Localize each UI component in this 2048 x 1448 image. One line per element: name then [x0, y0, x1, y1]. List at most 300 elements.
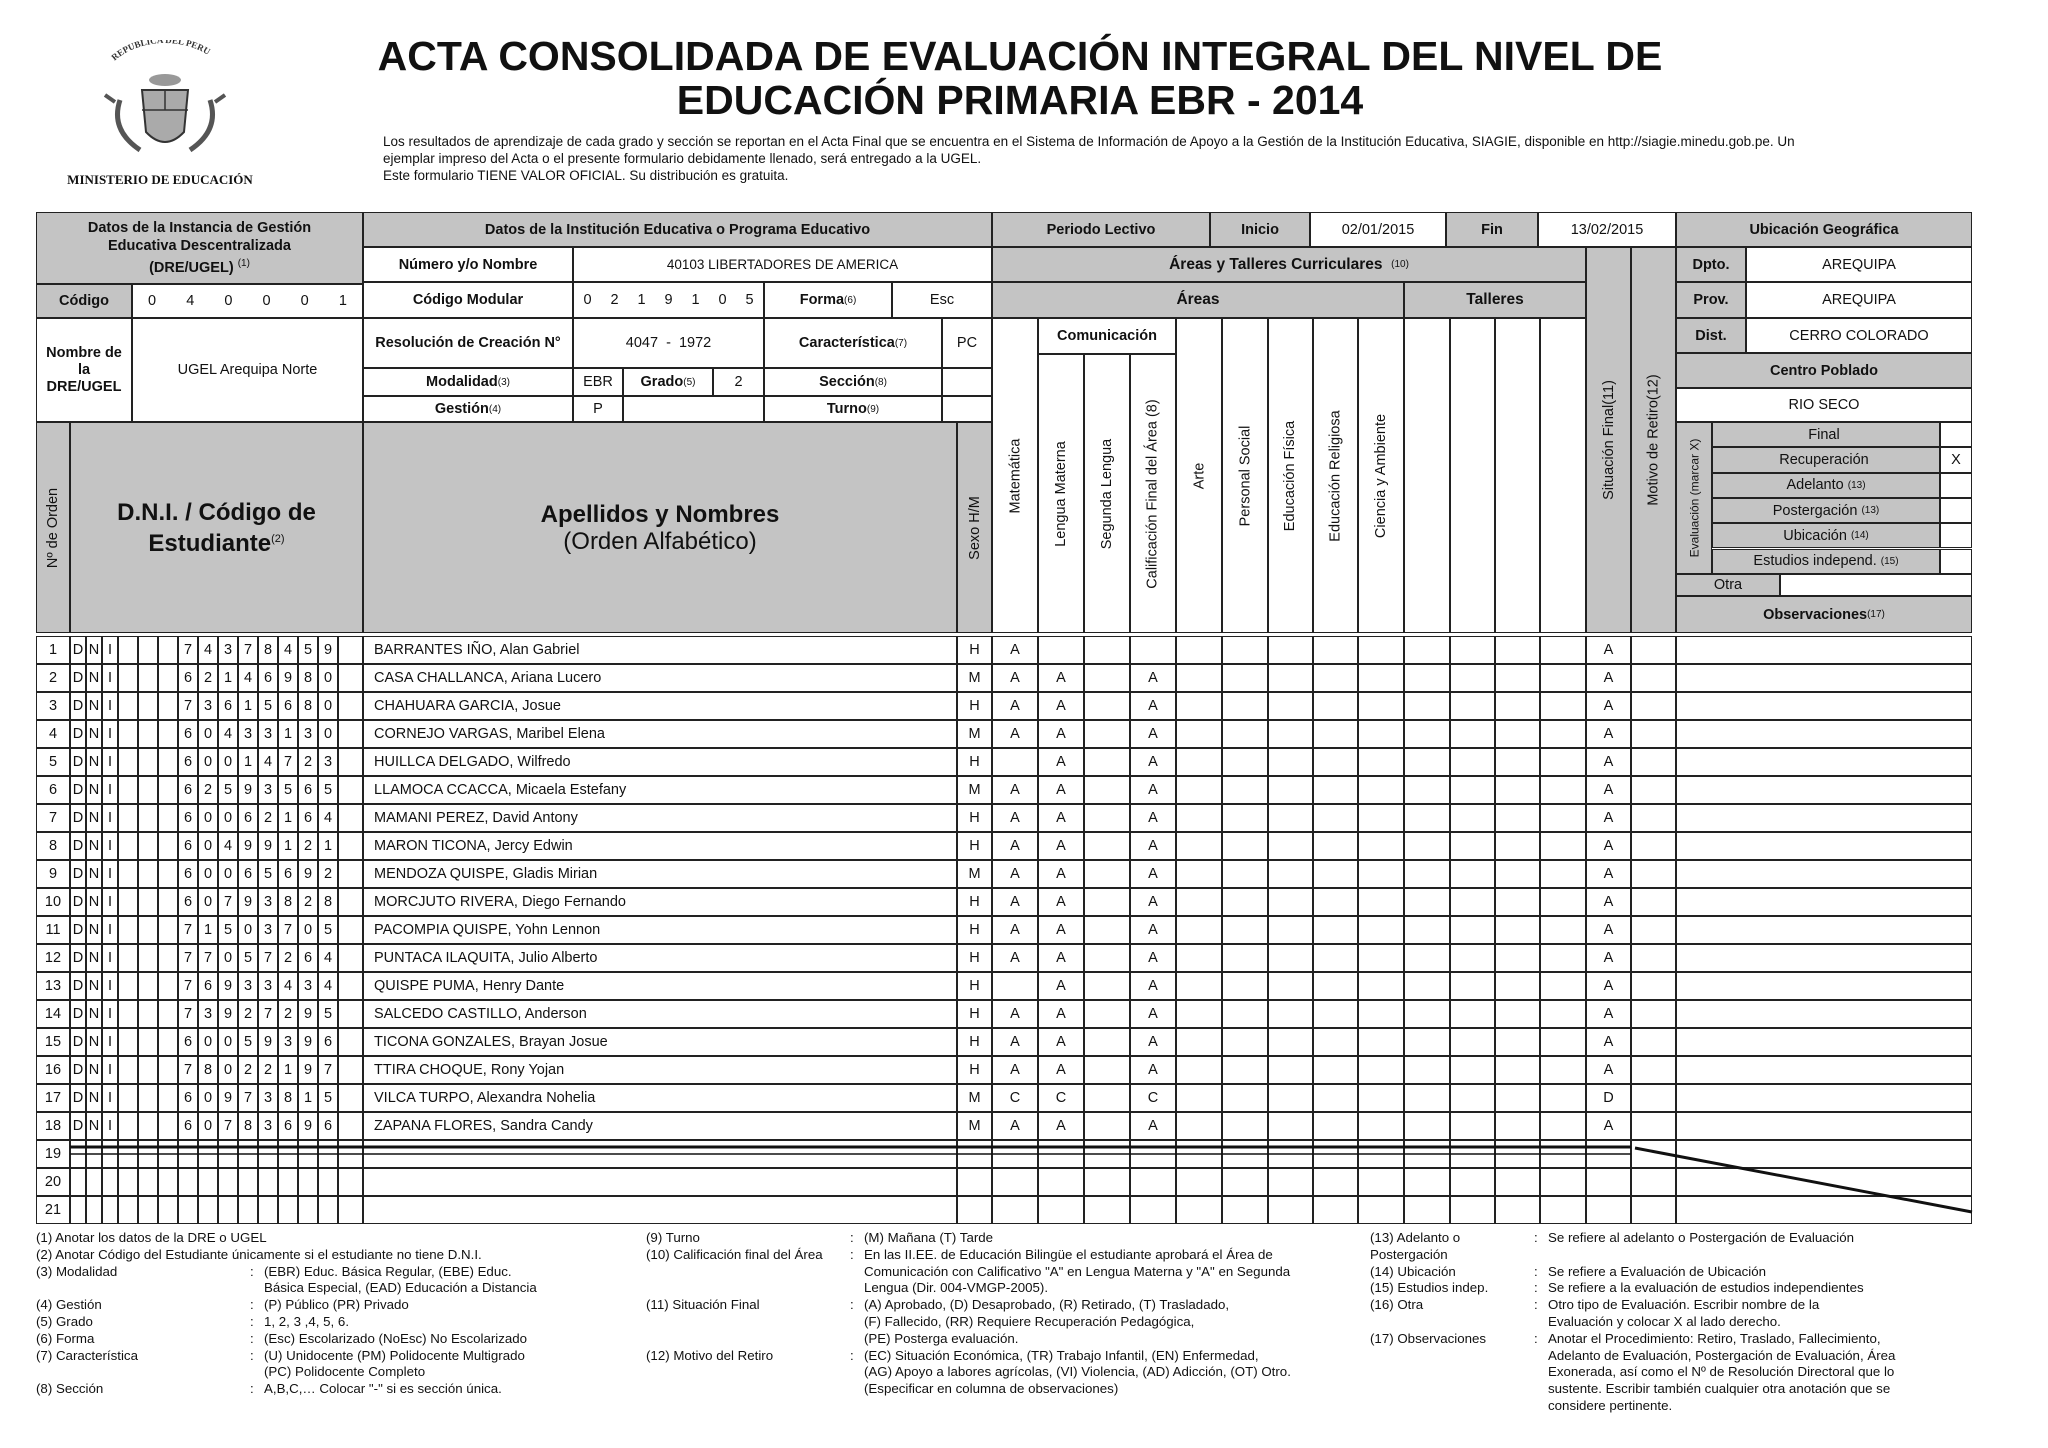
- situacion-final-cell[interactable]: A: [1586, 1112, 1631, 1140]
- dni-digit-cell[interactable]: I: [102, 860, 118, 888]
- dni-digit-cell[interactable]: 2: [238, 1000, 258, 1028]
- dni-digit-cell[interactable]: 1: [278, 832, 298, 860]
- dni-digit-cell[interactable]: 8: [238, 1112, 258, 1140]
- grade-cell[interactable]: A: [992, 636, 1038, 664]
- dni-digit-cell[interactable]: 6: [178, 804, 198, 832]
- dni-digit-cell[interactable]: 6: [238, 804, 258, 832]
- dpto-value[interactable]: AREQUIPA: [1746, 247, 1972, 282]
- dni-digit-cell[interactable]: 1: [278, 720, 298, 748]
- dni-digit-cell[interactable]: 6: [278, 1112, 298, 1140]
- dni-digit-cell[interactable]: N: [86, 1084, 102, 1112]
- dni-digit-cell[interactable]: 7: [178, 692, 198, 720]
- grade-cell[interactable]: A: [1130, 1112, 1176, 1140]
- dni-digit-cell[interactable]: D: [70, 972, 86, 1000]
- dni-digit-cell[interactable]: 3: [238, 972, 258, 1000]
- grade-cell[interactable]: A: [1130, 860, 1176, 888]
- grade-cell[interactable]: A: [1130, 776, 1176, 804]
- dni-digit-cell[interactable]: 8: [278, 888, 298, 916]
- dni-digit-cell[interactable]: 9: [318, 636, 338, 664]
- dni-digit-cell[interactable]: 7: [178, 1056, 198, 1084]
- dni-digit-cell[interactable]: 6: [238, 860, 258, 888]
- dni-digit-cell[interactable]: 8: [298, 692, 318, 720]
- dni-digit-cell[interactable]: N: [86, 776, 102, 804]
- situacion-final-cell[interactable]: A: [1586, 972, 1631, 1000]
- dni-digit-cell[interactable]: D: [70, 888, 86, 916]
- student-name[interactable]: MAMANI PEREZ, David Antony: [363, 804, 957, 832]
- dni-digit-cell[interactable]: 6: [178, 664, 198, 692]
- dni-digit-cell[interactable]: N: [86, 692, 102, 720]
- grade-cell[interactable]: A: [992, 804, 1038, 832]
- dni-digit-cell[interactable]: 3: [258, 888, 278, 916]
- dni-digit-cell[interactable]: 3: [298, 972, 318, 1000]
- student-name[interactable]: MORCJUTO RIVERA, Diego Fernando: [363, 888, 957, 916]
- dni-digit-cell[interactable]: 5: [318, 916, 338, 944]
- dni-digit-cell[interactable]: I: [102, 888, 118, 916]
- dni-digit-cell[interactable]: I: [102, 1056, 118, 1084]
- dni-digit-cell[interactable]: N: [86, 1056, 102, 1084]
- student-name[interactable]: CORNEJO VARGAS, Maribel Elena: [363, 720, 957, 748]
- dni-digit-cell[interactable]: 6: [178, 888, 198, 916]
- dni-digit-cell[interactable]: N: [86, 832, 102, 860]
- dni-digit-cell[interactable]: 0: [198, 748, 218, 776]
- dni-digit-cell[interactable]: 0: [198, 1028, 218, 1056]
- dni-digit-cell[interactable]: 1: [238, 692, 258, 720]
- dni-digit-cell[interactable]: 7: [218, 1112, 238, 1140]
- sexo-cell[interactable]: M: [957, 720, 992, 748]
- dni-digit-cell[interactable]: 9: [298, 1056, 318, 1084]
- situacion-final-cell[interactable]: A: [1586, 1000, 1631, 1028]
- situacion-final-cell[interactable]: A: [1586, 888, 1631, 916]
- grade-cell[interactable]: C: [1038, 1084, 1084, 1112]
- dni-digit-cell[interactable]: 0: [318, 692, 338, 720]
- grade-cell[interactable]: A: [1038, 776, 1084, 804]
- sexo-cell[interactable]: M: [957, 860, 992, 888]
- dni-digit-cell[interactable]: 0: [238, 916, 258, 944]
- dni-digit-cell[interactable]: 7: [258, 1000, 278, 1028]
- dni-digit-cell[interactable]: I: [102, 944, 118, 972]
- grade-cell[interactable]: A: [1038, 664, 1084, 692]
- forma-value[interactable]: Esc: [892, 282, 992, 318]
- dni-digit-cell[interactable]: 9: [218, 972, 238, 1000]
- sexo-cell[interactable]: H: [957, 1056, 992, 1084]
- dni-digit-cell[interactable]: 9: [218, 1000, 238, 1028]
- dni-digit-cell[interactable]: D: [70, 916, 86, 944]
- dni-digit-cell[interactable]: 9: [278, 664, 298, 692]
- dni-digit-cell[interactable]: I: [102, 1028, 118, 1056]
- dni-digit-cell[interactable]: 9: [258, 1028, 278, 1056]
- dni-digit-cell[interactable]: 8: [258, 636, 278, 664]
- dni-digit-cell[interactable]: 6: [178, 832, 198, 860]
- grade-cell[interactable]: A: [992, 944, 1038, 972]
- student-name[interactable]: PUNTACA ILAQUITA, Julio Alberto: [363, 944, 957, 972]
- dni-digit-cell[interactable]: 5: [238, 1028, 258, 1056]
- dni-digit-cell[interactable]: N: [86, 972, 102, 1000]
- dni-digit-cell[interactable]: 6: [318, 1028, 338, 1056]
- dni-digit-cell[interactable]: I: [102, 1112, 118, 1140]
- dni-digit-cell[interactable]: 3: [198, 1000, 218, 1028]
- dni-digit-cell[interactable]: 0: [318, 720, 338, 748]
- dni-digit-cell[interactable]: 1: [318, 832, 338, 860]
- student-name[interactable]: PACOMPIA QUISPE, Yohn Lennon: [363, 916, 957, 944]
- dni-digit-cell[interactable]: 2: [258, 804, 278, 832]
- dni-digit-cell[interactable]: D: [70, 860, 86, 888]
- dni-digit-cell[interactable]: 4: [318, 944, 338, 972]
- dni-digit-cell[interactable]: D: [70, 1084, 86, 1112]
- dni-digit-cell[interactable]: 3: [298, 720, 318, 748]
- sexo-cell[interactable]: M: [957, 1084, 992, 1112]
- grade-cell[interactable]: A: [1130, 804, 1176, 832]
- centro-poblado-value[interactable]: RIO SECO: [1676, 388, 1972, 422]
- dni-digit-cell[interactable]: 6: [178, 720, 198, 748]
- dni-digit-cell[interactable]: 1: [278, 804, 298, 832]
- situacion-final-cell[interactable]: A: [1586, 804, 1631, 832]
- dni-digit-cell[interactable]: 0: [218, 860, 238, 888]
- dni-digit-cell[interactable]: 5: [258, 692, 278, 720]
- numero-value[interactable]: 40103 LIBERTADORES DE AMERICA: [573, 247, 992, 282]
- situacion-final-cell[interactable]: A: [1586, 748, 1631, 776]
- grade-cell[interactable]: A: [1038, 720, 1084, 748]
- dni-digit-cell[interactable]: D: [70, 636, 86, 664]
- dni-digit-cell[interactable]: 5: [298, 636, 318, 664]
- grade-cell[interactable]: A: [992, 1112, 1038, 1140]
- dni-digit-cell[interactable]: 4: [238, 664, 258, 692]
- grade-cell[interactable]: A: [1130, 748, 1176, 776]
- dni-digit-cell[interactable]: 9: [298, 1112, 318, 1140]
- dni-digit-cell[interactable]: I: [102, 776, 118, 804]
- caracteristica-value[interactable]: PC: [942, 318, 992, 368]
- modalidad-value[interactable]: EBR: [573, 368, 623, 396]
- dni-digit-cell[interactable]: 2: [278, 944, 298, 972]
- dni-digit-cell[interactable]: 5: [258, 860, 278, 888]
- dni-digit-cell[interactable]: 0: [198, 1112, 218, 1140]
- dni-digit-cell[interactable]: I: [102, 636, 118, 664]
- dni-digit-cell[interactable]: D: [70, 832, 86, 860]
- dni-digit-cell[interactable]: 0: [298, 916, 318, 944]
- dni-digit-cell[interactable]: 0: [198, 1084, 218, 1112]
- dni-digit-cell[interactable]: 6: [298, 944, 318, 972]
- inicio-value[interactable]: 02/01/2015: [1310, 212, 1446, 247]
- dni-digit-cell[interactable]: 4: [258, 748, 278, 776]
- student-name[interactable]: HUILLCA DELGADO, Wilfredo: [363, 748, 957, 776]
- dni-digit-cell[interactable]: N: [86, 860, 102, 888]
- dni-digit-cell[interactable]: I: [102, 916, 118, 944]
- grade-cell[interactable]: A: [1038, 944, 1084, 972]
- dni-digit-cell[interactable]: 7: [178, 636, 198, 664]
- dni-digit-cell[interactable]: I: [102, 832, 118, 860]
- dni-digit-cell[interactable]: I: [102, 1000, 118, 1028]
- dni-digit-cell[interactable]: 3: [198, 692, 218, 720]
- sexo-cell[interactable]: H: [957, 804, 992, 832]
- dni-digit-cell[interactable]: 3: [238, 720, 258, 748]
- dni-digit-cell[interactable]: N: [86, 1112, 102, 1140]
- dni-digit-cell[interactable]: 6: [278, 860, 298, 888]
- dni-digit-cell[interactable]: 9: [298, 1000, 318, 1028]
- dni-digit-cell[interactable]: 9: [298, 1028, 318, 1056]
- dni-digit-cell[interactable]: 0: [198, 888, 218, 916]
- situacion-final-cell[interactable]: D: [1586, 1084, 1631, 1112]
- sexo-cell[interactable]: H: [957, 636, 992, 664]
- dni-digit-cell[interactable]: 2: [198, 776, 218, 804]
- dni-digit-cell[interactable]: 0: [218, 944, 238, 972]
- dni-digit-cell[interactable]: 6: [178, 748, 198, 776]
- dni-digit-cell[interactable]: 6: [178, 1084, 198, 1112]
- dni-digit-cell[interactable]: 0: [218, 748, 238, 776]
- dni-digit-cell[interactable]: 2: [238, 1056, 258, 1084]
- dni-digit-cell[interactable]: 5: [218, 776, 238, 804]
- codmod-field[interactable]: 0 2 1 9 1 0 5: [573, 282, 764, 318]
- dni-digit-cell[interactable]: N: [86, 1000, 102, 1028]
- student-name[interactable]: VILCA TURPO, Alexandra Nohelia: [363, 1084, 957, 1112]
- dni-digit-cell[interactable]: I: [102, 748, 118, 776]
- dni-digit-cell[interactable]: 6: [218, 692, 238, 720]
- codigo-field[interactable]: 0 4 0 0 0 1: [132, 284, 363, 318]
- grade-cell[interactable]: A: [1038, 1056, 1084, 1084]
- sexo-cell[interactable]: M: [957, 1112, 992, 1140]
- dni-digit-cell[interactable]: 2: [278, 1000, 298, 1028]
- grade-cell[interactable]: A: [992, 664, 1038, 692]
- dni-digit-cell[interactable]: D: [70, 1112, 86, 1140]
- dni-digit-cell[interactable]: I: [102, 972, 118, 1000]
- sexo-cell[interactable]: H: [957, 832, 992, 860]
- dni-digit-cell[interactable]: 6: [178, 1028, 198, 1056]
- dni-digit-cell[interactable]: I: [102, 1084, 118, 1112]
- dni-digit-cell[interactable]: 3: [258, 720, 278, 748]
- dni-digit-cell[interactable]: 7: [178, 972, 198, 1000]
- dni-digit-cell[interactable]: I: [102, 720, 118, 748]
- dni-digit-cell[interactable]: N: [86, 636, 102, 664]
- dni-digit-cell[interactable]: D: [70, 1000, 86, 1028]
- dni-digit-cell[interactable]: 7: [318, 1056, 338, 1084]
- sexo-cell[interactable]: H: [957, 1000, 992, 1028]
- dni-digit-cell[interactable]: 2: [318, 860, 338, 888]
- dni-digit-cell[interactable]: 7: [218, 888, 238, 916]
- dni-digit-cell[interactable]: D: [70, 720, 86, 748]
- grade-cell[interactable]: A: [1130, 664, 1176, 692]
- dni-digit-cell[interactable]: 4: [318, 804, 338, 832]
- dni-digit-cell[interactable]: D: [70, 944, 86, 972]
- dist-value[interactable]: CERRO COLORADO: [1746, 318, 1972, 353]
- dni-digit-cell[interactable]: 3: [258, 776, 278, 804]
- resolucion-value[interactable]: 4047 - 1972: [573, 318, 764, 368]
- dni-digit-cell[interactable]: D: [70, 776, 86, 804]
- grade-cell[interactable]: A: [992, 1056, 1038, 1084]
- sexo-cell[interactable]: H: [957, 1028, 992, 1056]
- situacion-final-cell[interactable]: A: [1586, 916, 1631, 944]
- dni-digit-cell[interactable]: N: [86, 804, 102, 832]
- grade-cell[interactable]: A: [1130, 692, 1176, 720]
- situacion-final-cell[interactable]: A: [1586, 860, 1631, 888]
- grade-cell[interactable]: A: [992, 832, 1038, 860]
- sexo-cell[interactable]: H: [957, 888, 992, 916]
- dni-digit-cell[interactable]: 6: [178, 1112, 198, 1140]
- gestion-value[interactable]: P: [573, 396, 623, 422]
- dni-digit-cell[interactable]: 7: [178, 1000, 198, 1028]
- dni-digit-cell[interactable]: 9: [258, 832, 278, 860]
- dni-digit-cell[interactable]: N: [86, 748, 102, 776]
- dni-digit-cell[interactable]: D: [70, 664, 86, 692]
- dni-digit-cell[interactable]: 7: [238, 636, 258, 664]
- dni-digit-cell[interactable]: 1: [238, 748, 258, 776]
- grade-cell[interactable]: C: [992, 1084, 1038, 1112]
- dni-digit-cell[interactable]: N: [86, 664, 102, 692]
- dni-digit-cell[interactable]: 1: [218, 664, 238, 692]
- dni-digit-cell[interactable]: 0: [198, 832, 218, 860]
- student-name[interactable]: CASA CHALLANCA, Ariana Lucero: [363, 664, 957, 692]
- grade-cell[interactable]: A: [1130, 720, 1176, 748]
- dni-digit-cell[interactable]: 6: [178, 776, 198, 804]
- dni-digit-cell[interactable]: 9: [218, 1084, 238, 1112]
- situacion-final-cell[interactable]: A: [1586, 636, 1631, 664]
- dni-digit-cell[interactable]: 3: [258, 972, 278, 1000]
- grade-cell[interactable]: A: [1038, 888, 1084, 916]
- grade-cell[interactable]: A: [992, 692, 1038, 720]
- dni-digit-cell[interactable]: 0: [318, 664, 338, 692]
- dni-digit-cell[interactable]: 7: [178, 944, 198, 972]
- sexo-cell[interactable]: H: [957, 692, 992, 720]
- dni-digit-cell[interactable]: N: [86, 1028, 102, 1056]
- dni-digit-cell[interactable]: 5: [218, 916, 238, 944]
- dni-digit-cell[interactable]: 2: [298, 888, 318, 916]
- situacion-final-cell[interactable]: A: [1586, 776, 1631, 804]
- student-name[interactable]: TTIRA CHOQUE, Rony Yojan: [363, 1056, 957, 1084]
- dni-digit-cell[interactable]: 7: [178, 916, 198, 944]
- student-name[interactable]: QUISPE PUMA, Henry Dante: [363, 972, 957, 1000]
- dni-digit-cell[interactable]: D: [70, 692, 86, 720]
- situacion-final-cell[interactable]: A: [1586, 720, 1631, 748]
- student-name[interactable]: MENDOZA QUISPE, Gladis Mirian: [363, 860, 957, 888]
- situacion-final-cell[interactable]: A: [1586, 1056, 1631, 1084]
- grade-cell[interactable]: A: [1038, 1112, 1084, 1140]
- dni-digit-cell[interactable]: 8: [318, 888, 338, 916]
- grade-cell[interactable]: A: [1038, 1028, 1084, 1056]
- dni-digit-cell[interactable]: D: [70, 748, 86, 776]
- dni-digit-cell[interactable]: 2: [198, 664, 218, 692]
- dni-digit-cell[interactable]: 0: [218, 1028, 238, 1056]
- grade-cell[interactable]: A: [992, 888, 1038, 916]
- dni-digit-cell[interactable]: 2: [258, 1056, 278, 1084]
- dni-digit-cell[interactable]: 4: [318, 972, 338, 1000]
- grade-cell[interactable]: A: [1038, 1000, 1084, 1028]
- student-name[interactable]: LLAMOCA CCACCA, Micaela Estefany: [363, 776, 957, 804]
- dni-digit-cell[interactable]: I: [102, 804, 118, 832]
- grade-cell[interactable]: A: [1038, 832, 1084, 860]
- student-name[interactable]: MARON TICONA, Jercy Edwin: [363, 832, 957, 860]
- grade-cell[interactable]: A: [1130, 888, 1176, 916]
- sexo-cell[interactable]: M: [957, 664, 992, 692]
- dni-digit-cell[interactable]: N: [86, 720, 102, 748]
- dni-digit-cell[interactable]: N: [86, 944, 102, 972]
- dni-digit-cell[interactable]: D: [70, 1056, 86, 1084]
- dni-digit-cell[interactable]: 4: [218, 720, 238, 748]
- grado-value[interactable]: 2: [713, 368, 764, 396]
- grade-cell[interactable]: A: [1130, 916, 1176, 944]
- fin-value[interactable]: 13/02/2015: [1538, 212, 1676, 247]
- dni-digit-cell[interactable]: 6: [298, 776, 318, 804]
- situacion-final-cell[interactable]: A: [1586, 664, 1631, 692]
- dni-digit-cell[interactable]: 7: [278, 916, 298, 944]
- grade-cell[interactable]: A: [1038, 916, 1084, 944]
- grade-cell[interactable]: A: [1130, 1028, 1176, 1056]
- dni-digit-cell[interactable]: 5: [318, 1000, 338, 1028]
- dni-digit-cell[interactable]: 7: [198, 944, 218, 972]
- sexo-cell[interactable]: H: [957, 972, 992, 1000]
- prov-value[interactable]: AREQUIPA: [1746, 282, 1972, 318]
- sexo-cell[interactable]: M: [957, 776, 992, 804]
- sexo-cell[interactable]: H: [957, 916, 992, 944]
- dni-digit-cell[interactable]: 4: [278, 636, 298, 664]
- dni-digit-cell[interactable]: 3: [278, 1028, 298, 1056]
- dni-digit-cell[interactable]: 6: [178, 860, 198, 888]
- dni-digit-cell[interactable]: 7: [278, 748, 298, 776]
- dni-digit-cell[interactable]: 0: [198, 720, 218, 748]
- dni-digit-cell[interactable]: 5: [318, 776, 338, 804]
- dni-digit-cell[interactable]: 0: [218, 1056, 238, 1084]
- situacion-final-cell[interactable]: A: [1586, 944, 1631, 972]
- student-name[interactable]: CHAHUARA GARCIA, Josue: [363, 692, 957, 720]
- situacion-final-cell[interactable]: A: [1586, 692, 1631, 720]
- dni-digit-cell[interactable]: 3: [218, 636, 238, 664]
- grade-cell[interactable]: A: [992, 720, 1038, 748]
- dni-digit-cell[interactable]: I: [102, 664, 118, 692]
- sexo-cell[interactable]: H: [957, 944, 992, 972]
- dni-digit-cell[interactable]: 6: [258, 664, 278, 692]
- dni-digit-cell[interactable]: 5: [318, 1084, 338, 1112]
- situacion-final-cell[interactable]: A: [1586, 1028, 1631, 1056]
- dni-digit-cell[interactable]: 1: [278, 1056, 298, 1084]
- dni-digit-cell[interactable]: 0: [198, 804, 218, 832]
- situacion-final-cell[interactable]: A: [1586, 832, 1631, 860]
- dni-digit-cell[interactable]: 2: [298, 832, 318, 860]
- grade-cell[interactable]: C: [1130, 1084, 1176, 1112]
- dni-digit-cell[interactable]: 4: [218, 832, 238, 860]
- dni-digit-cell[interactable]: 6: [278, 692, 298, 720]
- dni-digit-cell[interactable]: N: [86, 916, 102, 944]
- grade-cell[interactable]: A: [992, 1028, 1038, 1056]
- dni-digit-cell[interactable]: 0: [218, 804, 238, 832]
- student-name[interactable]: TICONA GONZALES, Brayan Josue: [363, 1028, 957, 1056]
- grade-cell[interactable]: A: [1038, 972, 1084, 1000]
- grade-cell[interactable]: A: [1130, 944, 1176, 972]
- dni-digit-cell[interactable]: N: [86, 888, 102, 916]
- dni-digit-cell[interactable]: I: [102, 692, 118, 720]
- dni-digit-cell[interactable]: 3: [258, 916, 278, 944]
- dni-digit-cell[interactable]: 6: [298, 804, 318, 832]
- dni-digit-cell[interactable]: 4: [278, 972, 298, 1000]
- dni-digit-cell[interactable]: D: [70, 804, 86, 832]
- grade-cell[interactable]: A: [1038, 692, 1084, 720]
- dni-digit-cell[interactable]: 8: [298, 664, 318, 692]
- dni-digit-cell[interactable]: 0: [198, 860, 218, 888]
- grade-cell[interactable]: A: [1038, 860, 1084, 888]
- nombre-dre-value[interactable]: UGEL Arequipa Norte: [132, 318, 363, 422]
- grade-cell[interactable]: A: [992, 776, 1038, 804]
- dni-digit-cell[interactable]: 9: [238, 776, 258, 804]
- student-name[interactable]: SALCEDO CASTILLO, Anderson: [363, 1000, 957, 1028]
- grade-cell[interactable]: A: [1038, 748, 1084, 776]
- student-name[interactable]: ZAPANA FLORES, Sandra Candy: [363, 1112, 957, 1140]
- evaluacion-option-mark[interactable]: X: [1940, 447, 1972, 472]
- dni-digit-cell[interactable]: 4: [198, 636, 218, 664]
- dni-digit-cell[interactable]: D: [70, 1028, 86, 1056]
- dni-digit-cell[interactable]: 9: [298, 860, 318, 888]
- dni-digit-cell[interactable]: 9: [238, 888, 258, 916]
- grade-cell[interactable]: A: [992, 1000, 1038, 1028]
- dni-digit-cell[interactable]: 8: [198, 1056, 218, 1084]
- dni-digit-cell[interactable]: 7: [238, 1084, 258, 1112]
- dni-digit-cell[interactable]: 5: [278, 776, 298, 804]
- grade-cell[interactable]: A: [1130, 1056, 1176, 1084]
- dni-digit-cell[interactable]: 3: [258, 1112, 278, 1140]
